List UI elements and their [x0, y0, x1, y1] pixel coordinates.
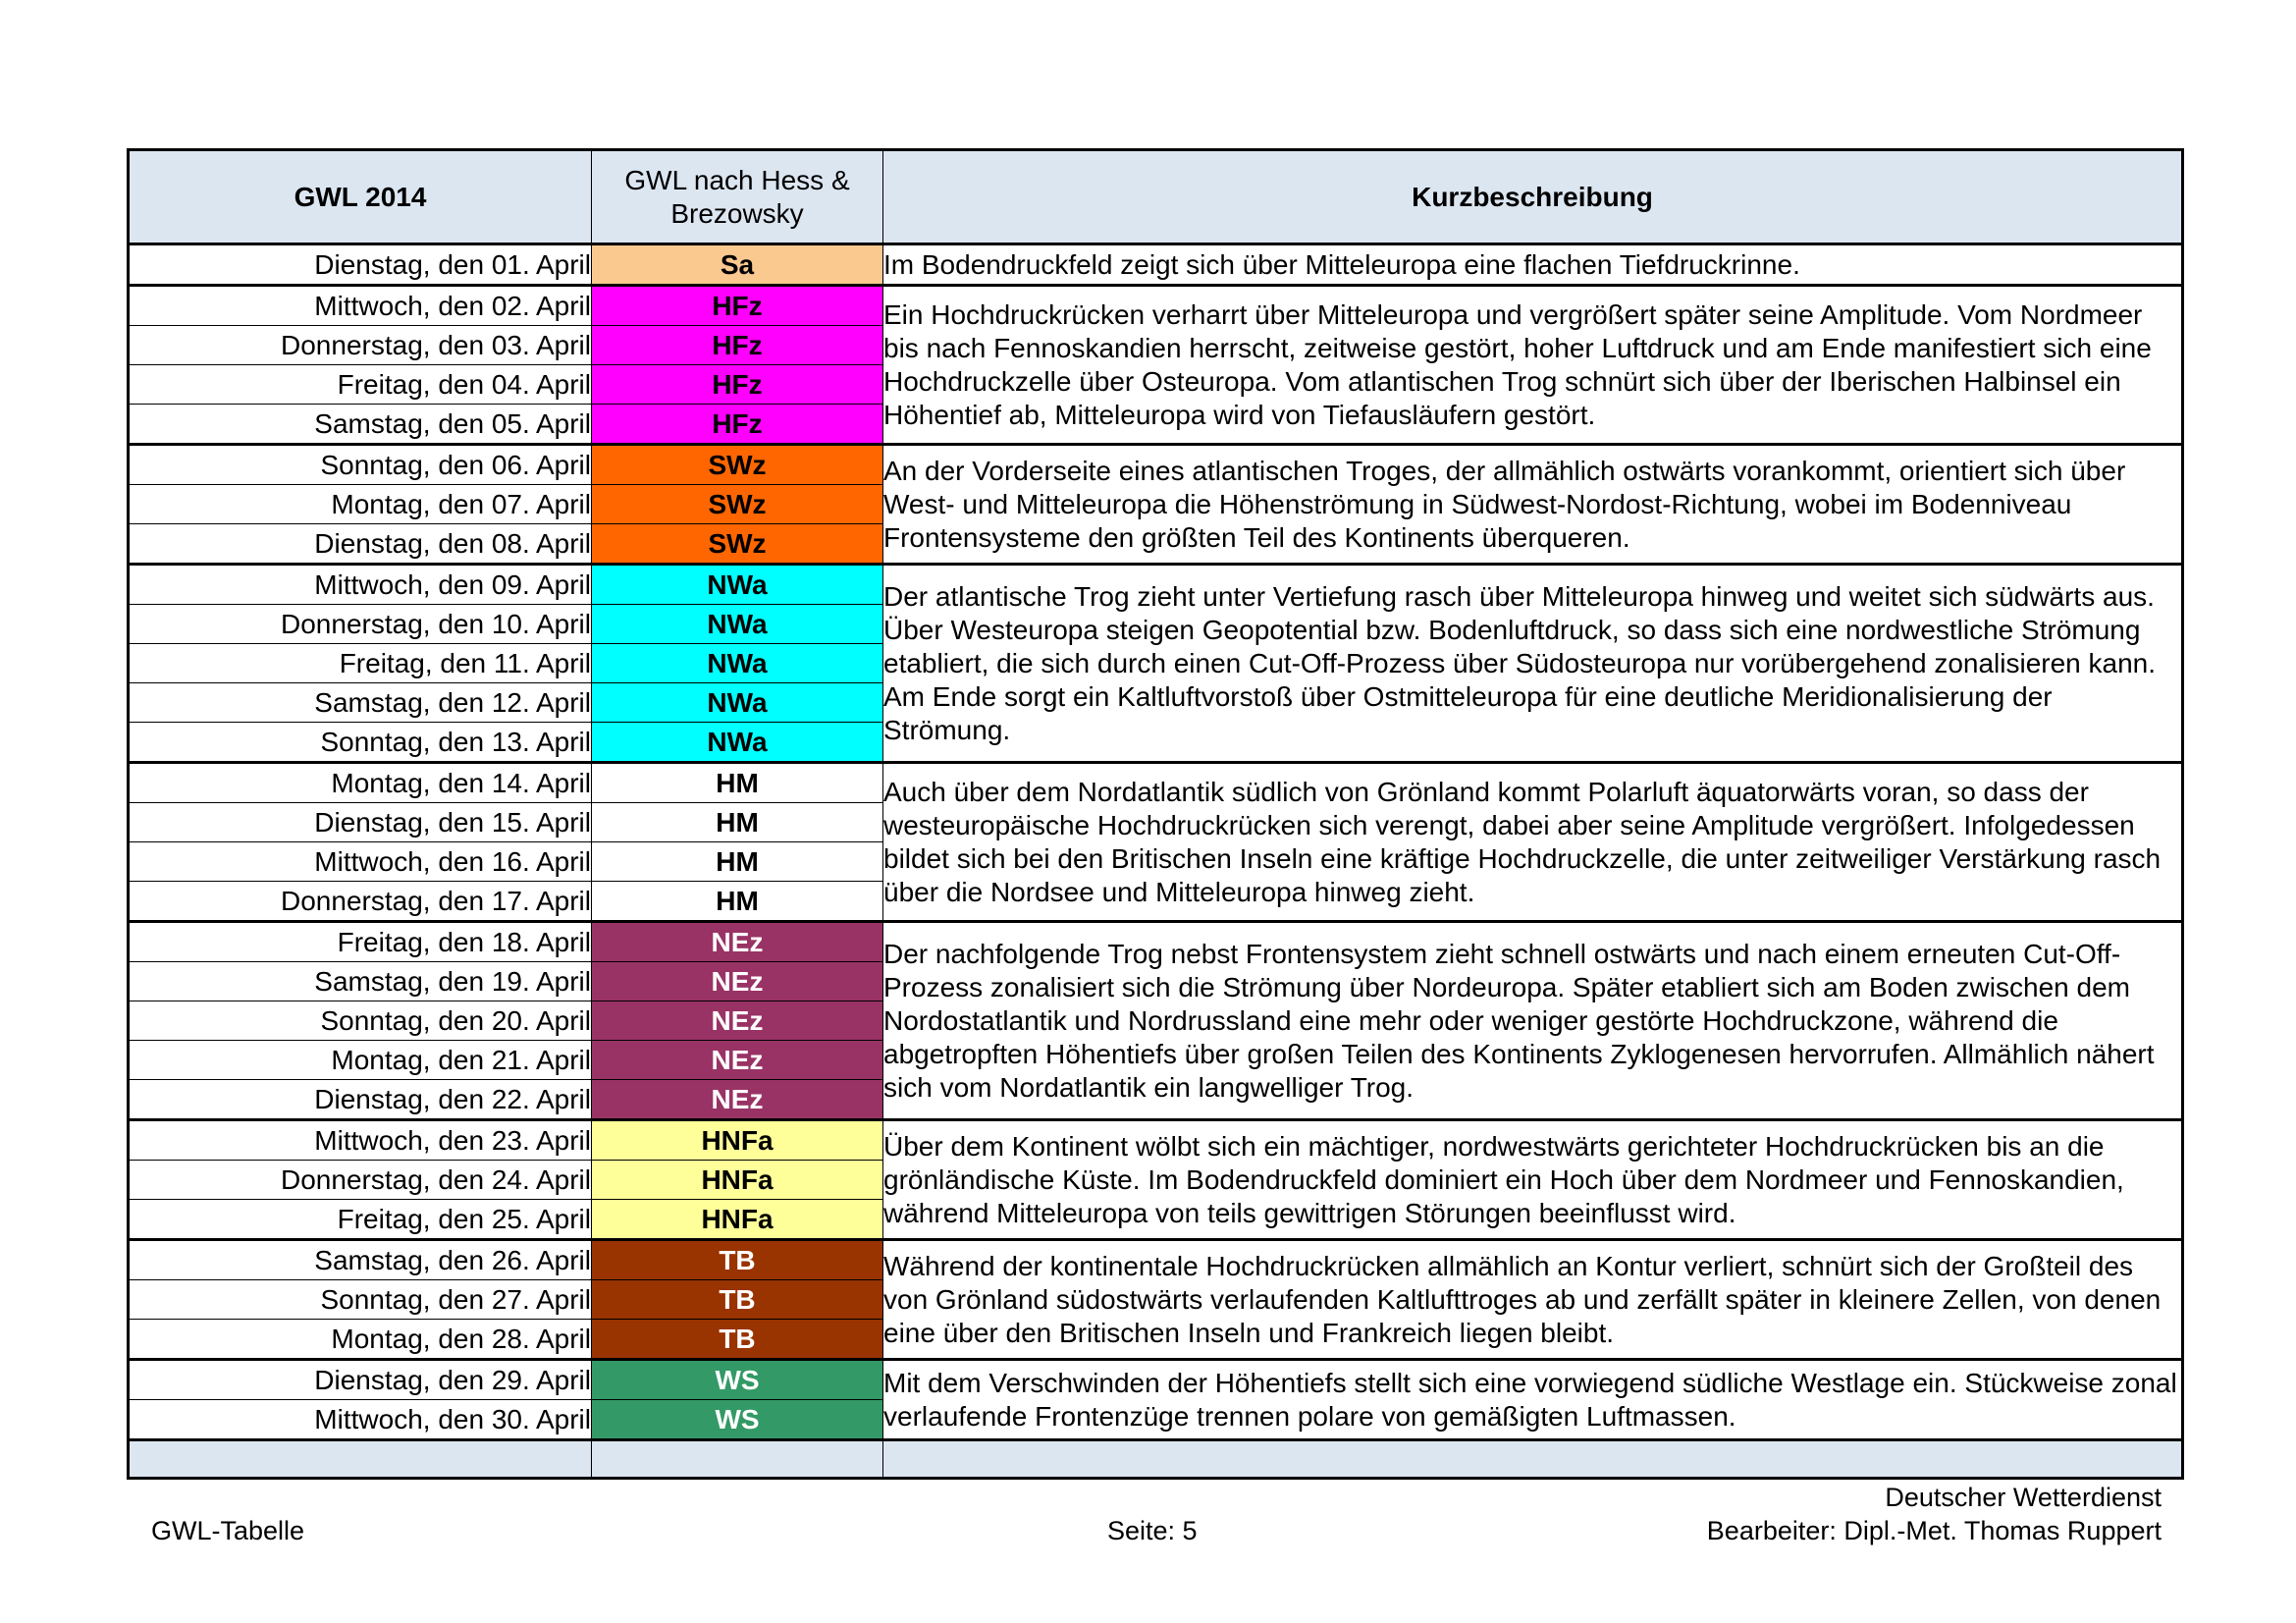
row-date: Montag, den 28. April	[129, 1320, 592, 1360]
row-gwl-code: HNFa	[592, 1161, 883, 1200]
row-description: Der nachfolgende Trog nebst Frontensystem zieht schnell ostwärts und nach einem erneuten Cut-Off-Prozess zonalisiert sich die Strömung über Nordeuropa. Später etabliert sich am Boden zwischen dem Nordostatlantik und Nordrussland eine mehr oder weniger gestörte Hochdruckzone, während die abgetropften Höhentiefs über großen Teilen des Kontinents Zyklogenesen hervorrufen. Allmählich nähert sich vom Nordatlantik ein langwelliger Trog.	[883, 922, 2183, 1120]
row-gwl-code: SWz	[592, 485, 883, 524]
table-body	[129, 244, 2183, 1440]
row-gwl-code: NWa	[592, 683, 883, 723]
row-gwl-code: HM	[592, 842, 883, 882]
table-footer-row	[129, 1440, 2183, 1479]
footer-editor: Bearbeiter: Dipl.-Met. Thomas Ruppert	[1706, 1516, 2162, 1545]
row-gwl-code: HFz	[592, 365, 883, 405]
row-gwl-code: NEz	[592, 1080, 883, 1120]
row-date: Freitag, den 04. April	[129, 365, 592, 405]
row-date: Montag, den 14. April	[129, 763, 592, 803]
table-row	[129, 763, 2183, 803]
header-gwl-type-line2: Brezowsky	[670, 197, 804, 229]
row-description: Während der kontinentale Hochdruckrücken allmählich an Kontur verliert, schnürt sich der Großteil des von Grönland südostwärts verlaufenden Kaltlufttroges ab und zerfällt später in kleinere Zellen, von denen eine über den Britischen Inseln und Frankreich liegen bleibt.	[883, 1240, 2183, 1360]
row-date: Mittwoch, den 23. April	[129, 1120, 592, 1161]
table-row	[129, 922, 2183, 962]
header-gwl-type	[592, 150, 883, 244]
row-gwl-code: HM	[592, 803, 883, 842]
table-row	[129, 244, 2183, 286]
row-description: Im Bodendruckfeld zeigt sich über Mitteleuropa eine flachen Tiefdruckrinne.	[883, 244, 2183, 286]
row-gwl-code: NEz	[592, 922, 883, 962]
row-date: Dienstag, den 15. April	[129, 803, 592, 842]
row-date: Dienstag, den 29. April	[129, 1360, 592, 1400]
footer-credits	[1707, 1481, 2162, 1547]
row-description: Der atlantische Trog zieht unter Vertiefung rasch über Mitteleuropa hinweg und weitet sich südwärts aus. Über Westeuropa steigen Geopotential bzw. Bodenluftdruck, so dass sich eine nordwestliche Strömung etabliert, die sich durch einen Cut-Off-Prozess über Südosteuropa nur vorübergehend zonalisieren kann. Am Ende sorgt ein Kaltluftvorstoß über Ostmitteleuropa für eine deutliche Meridionalisierung der Strömung.	[883, 565, 2183, 763]
header-gwl-year: GWL 2014	[129, 150, 592, 244]
row-gwl-code: HFz	[592, 405, 883, 445]
gwl-table	[127, 148, 2184, 1480]
row-gwl-code: NEz	[592, 1041, 883, 1080]
row-date: Dienstag, den 22. April	[129, 1080, 592, 1120]
row-date: Dienstag, den 08. April	[129, 524, 592, 565]
row-description: Über dem Kontinent wölbt sich ein mächtiger, nordwestwärts gerichteter Hochdruckrücken bis an die grönländische Küste. Im Bodendruckfeld dominiert ein Hoch über dem Nordmeer und Fennoskandien, während Mitteleuropa von teils gewittrigen Störungen beeinflusst wird.	[883, 1120, 2183, 1240]
row-gwl-code: HM	[592, 763, 883, 803]
row-description: Mit dem Verschwinden der Höhentiefs stellt sich eine vorwiegend südliche Westlage ein. Stückweise zonal verlaufende Frontenzüge trennen polare von gemäßigten Luftmassen.	[883, 1360, 2183, 1440]
row-gwl-code: Sa	[592, 244, 883, 286]
row-description: Ein Hochdruckrücken verharrt über Mitteleuropa und vergrößert später seine Amplitude. Vom Nordmeer bis nach Fennoskandien herrscht, zeitweise gestört, hoher Luftdruck und am Ende manifestiert sich eine Hochdruckzelle über Osteuropa. Vom atlantischen Trog schnürt sich über der Iberischen Halbinsel ein Höhentief ab, Mitteleuropa wird von Tiefausläufern gestört.	[883, 286, 2183, 445]
row-date: Donnerstag, den 17. April	[129, 882, 592, 922]
row-date: Donnerstag, den 24. April	[129, 1161, 592, 1200]
row-date: Sonntag, den 20. April	[129, 1001, 592, 1041]
row-date: Mittwoch, den 02. April	[129, 286, 592, 326]
row-date: Mittwoch, den 09. April	[129, 565, 592, 605]
row-date: Samstag, den 05. April	[129, 405, 592, 445]
footer-cell-3	[883, 1440, 2183, 1479]
table-row	[129, 286, 2183, 326]
row-date: Donnerstag, den 03. April	[129, 326, 592, 365]
row-date: Sonntag, den 06. April	[129, 445, 592, 485]
row-date: Dienstag, den 01. April	[129, 244, 592, 286]
table-row	[129, 445, 2183, 485]
row-gwl-code: TB	[592, 1320, 883, 1360]
row-gwl-code: HNFa	[592, 1200, 883, 1240]
row-gwl-code: NEz	[592, 962, 883, 1001]
footer-cell-2	[592, 1440, 883, 1479]
row-date: Montag, den 21. April	[129, 1041, 592, 1080]
row-gwl-code: TB	[592, 1280, 883, 1320]
row-gwl-code: HM	[592, 882, 883, 922]
table-row	[129, 1360, 2183, 1400]
row-gwl-code: SWz	[592, 445, 883, 485]
row-date: Mittwoch, den 16. April	[129, 842, 592, 882]
row-gwl-code: SWz	[592, 524, 883, 565]
row-gwl-code: NEz	[592, 1001, 883, 1041]
footer-document-name: GWL-Tabelle	[151, 1516, 305, 1545]
row-date: Freitag, den 11. April	[129, 644, 592, 683]
row-gwl-code: NWa	[592, 605, 883, 644]
footer-organization: Deutscher Wetterdienst	[1885, 1483, 2162, 1512]
footer-cell-1	[129, 1440, 592, 1479]
row-date: Samstag, den 12. April	[129, 683, 592, 723]
row-date: Sonntag, den 13. April	[129, 723, 592, 763]
row-gwl-code: NWa	[592, 565, 883, 605]
header-description: Kurzbeschreibung	[883, 150, 2183, 244]
row-gwl-code: WS	[592, 1360, 883, 1400]
row-date: Mittwoch, den 30. April	[129, 1400, 592, 1440]
table-row	[129, 1240, 2183, 1280]
table-header-row	[129, 150, 2183, 244]
row-gwl-code: WS	[592, 1400, 883, 1440]
row-date: Samstag, den 19. April	[129, 962, 592, 1001]
row-gwl-code: HFz	[592, 286, 883, 326]
row-gwl-code: HNFa	[592, 1120, 883, 1161]
row-date: Freitag, den 18. April	[129, 922, 592, 962]
row-gwl-code: HFz	[592, 326, 883, 365]
header-gwl-type-line1: GWL nach Hess &	[624, 164, 850, 195]
row-date: Freitag, den 25. April	[129, 1200, 592, 1240]
row-gwl-code: NWa	[592, 644, 883, 683]
row-date: Montag, den 07. April	[129, 485, 592, 524]
row-gwl-code: TB	[592, 1240, 883, 1280]
row-gwl-code: NWa	[592, 723, 883, 763]
footer-page-number: Seite: 5	[1107, 1516, 1198, 1545]
row-description: An der Vorderseite eines atlantischen Troges, der allmählich ostwärts vorankommt, orientiert sich über West- und Mitteleuropa die Höhenströmung in Südwest-Nordost-Richtung, wobei im Bodenniveau Frontensysteme den größten Teil des Kontinents überqueren.	[883, 445, 2183, 565]
row-date: Sonntag, den 27. April	[129, 1280, 592, 1320]
row-date: Samstag, den 26. April	[129, 1240, 592, 1280]
table-row	[129, 565, 2183, 605]
table-row	[129, 1120, 2183, 1161]
row-description: Auch über dem Nordatlantik südlich von Grönland kommt Polarluft äquatorwärts voran, so dass der westeuropäische Hochdruckrücken sich verengt, dabei aber seine Amplitude vergrößert. Infolgedessen bildet sich bei den Britischen Inseln eine kräftige Hochdruckzelle, die unter zeitweiliger Verstärkung rasch über die Nordsee und Mitteleuropa hinweg zieht.	[883, 763, 2183, 922]
row-date: Donnerstag, den 10. April	[129, 605, 592, 644]
